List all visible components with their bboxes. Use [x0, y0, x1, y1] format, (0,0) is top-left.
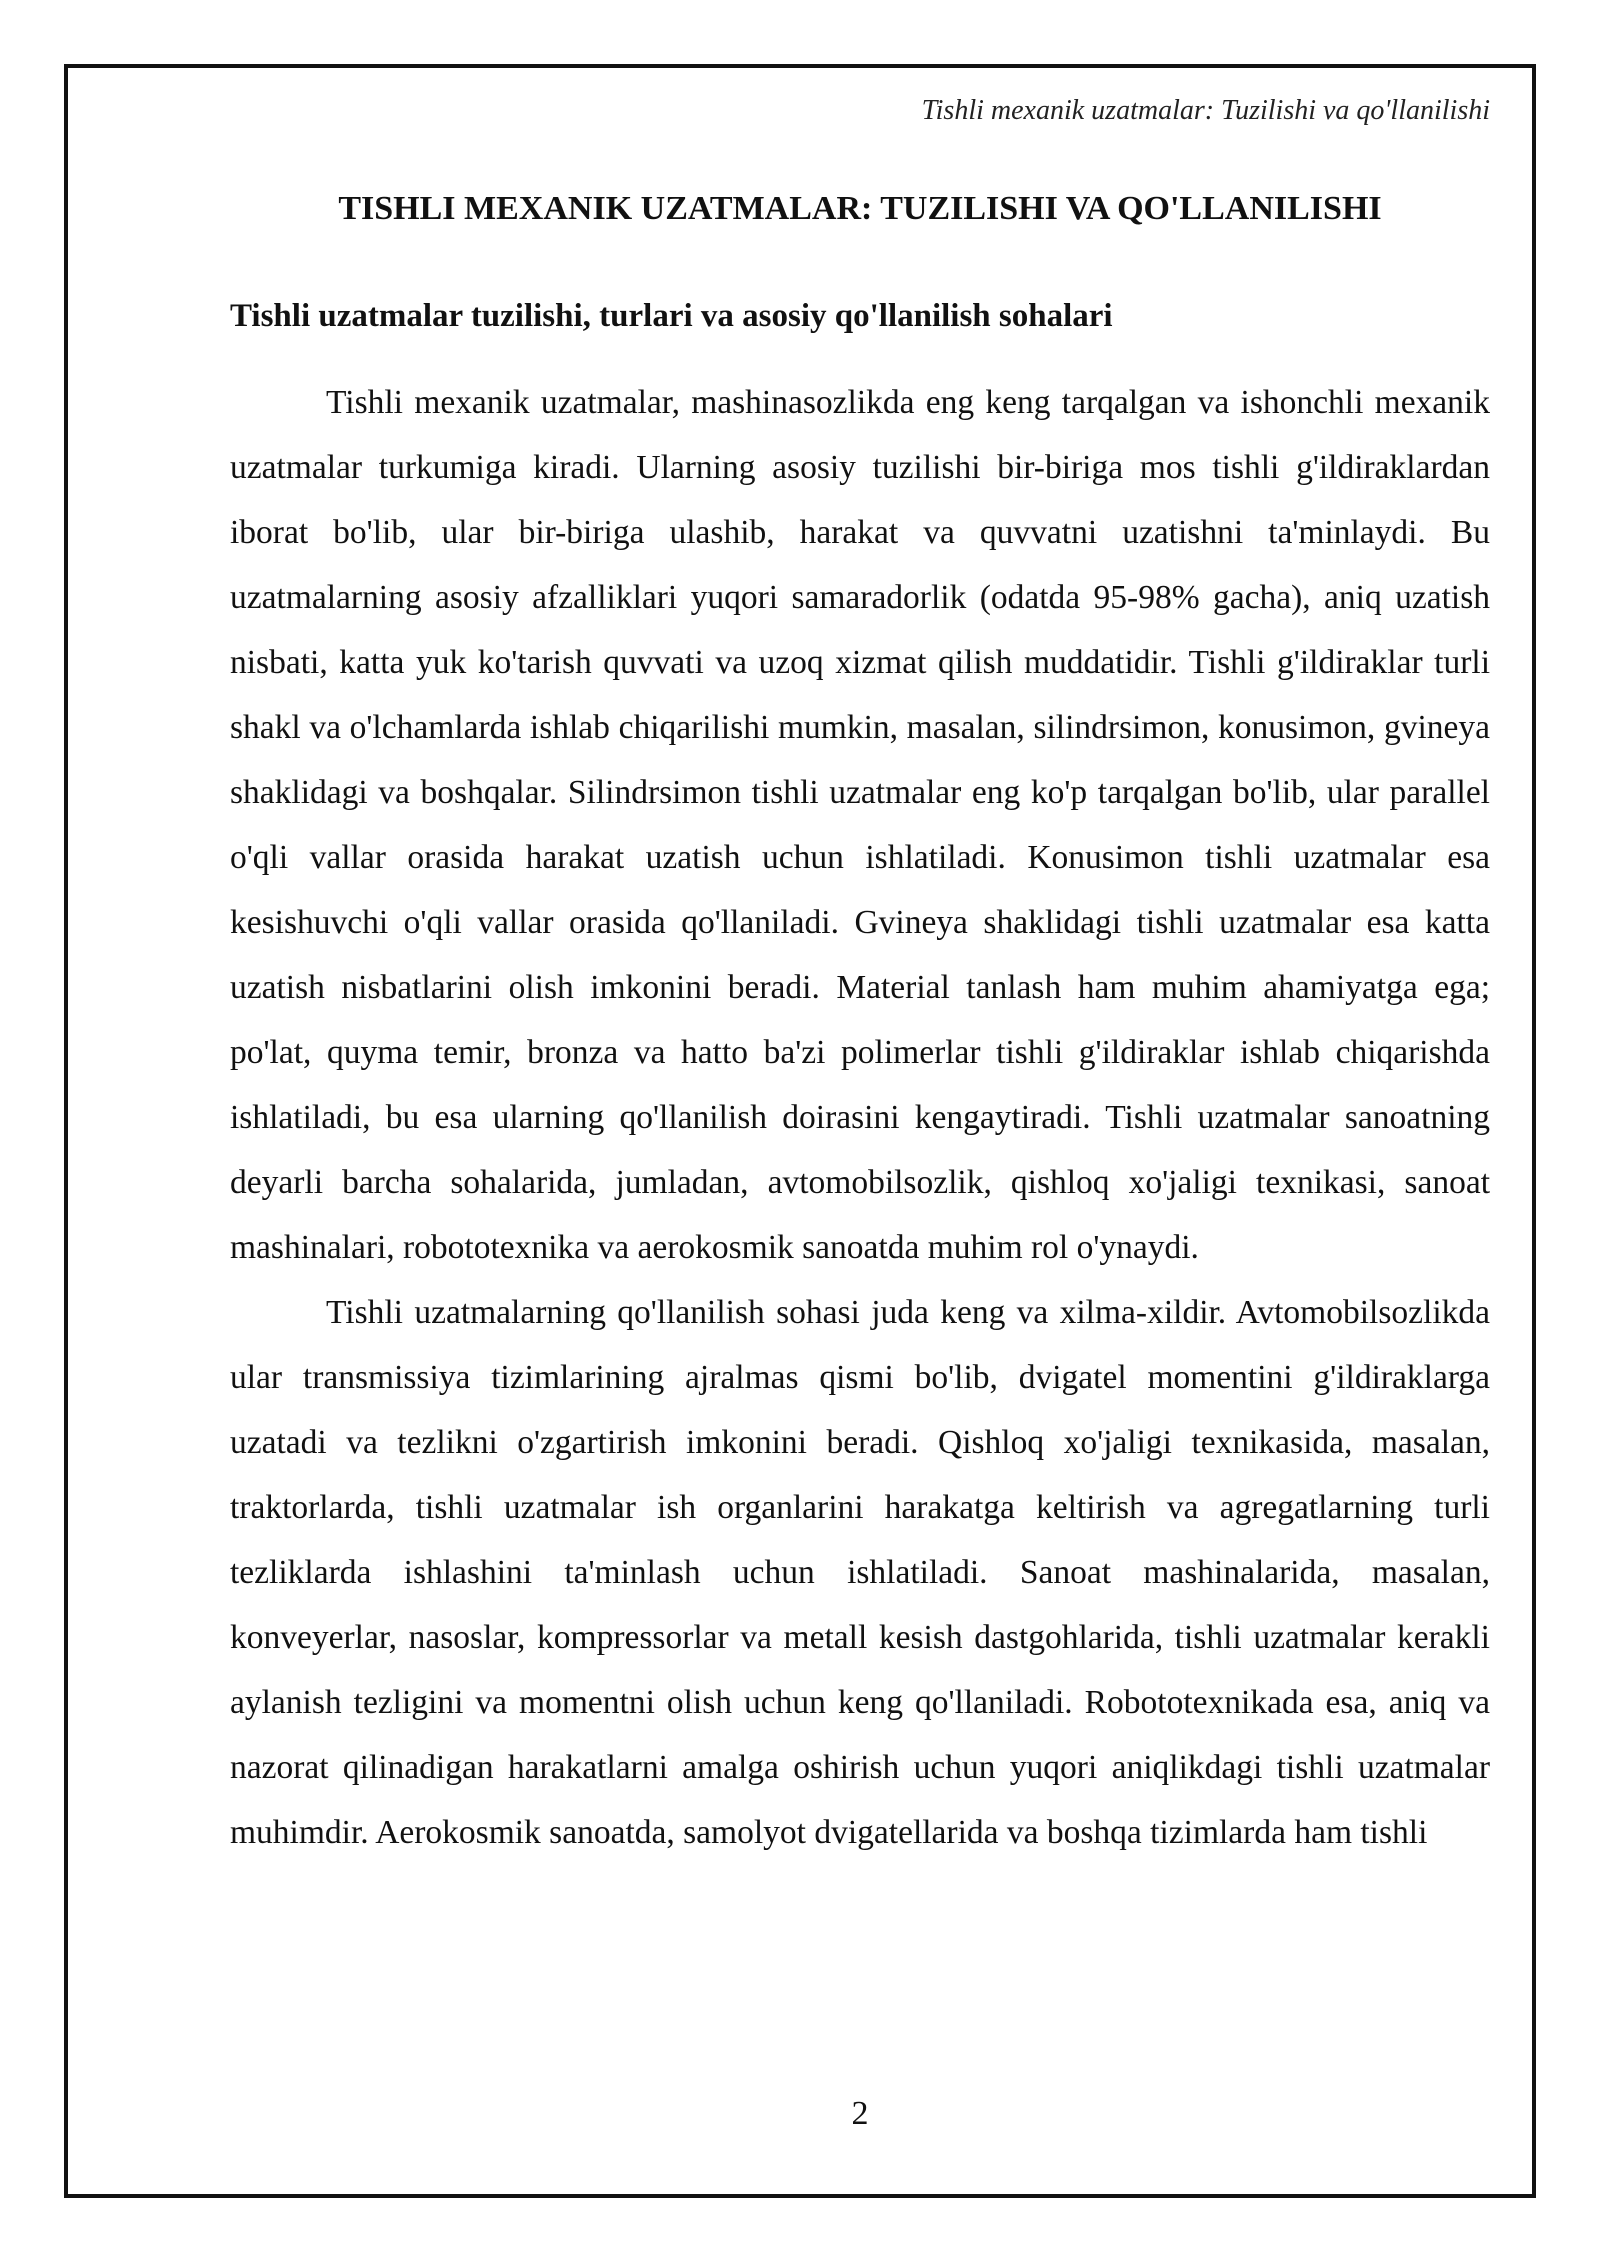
- paragraph-1: Tishli mexanik uzatmalar, mashinasozlikda eng keng tarqalgan va ishonchli mexanik uzatmalar turkumiga kiradi. Ularning asosiy tuzilishi bir-biriga mos tishli g'ildiraklardan iborat bo'lib, ular bir-biriga ulashib, harakat va quvvatni uzatishni ta'minlaydi. Bu uzatmalarning asosiy afzalliklari yuqori samaradorlik (odatda 95-98% gacha), aniq uzatish nisbati, katta yuk ko'tarish quvvati va uzoq xizmat qilish muddatidir. Tishli g'ildiraklar turli shakl va o'lchamlarda ishlab chiqarilishi mumkin, masalan, silindrsimon, konusimon, gvineya shaklidagi va boshqalar. Silindrsimon tishli uzatmalar eng ko'p tarqalgan bo'lib, ular parallel o'qli vallar orasida harakat uzatish uchun ishlatiladi. Konusimon tishli uzatmalar esa kesishuvchi o'qli vallar orasida qo'llaniladi. Gvineya shaklidagi tishli uzatmalar esa katta uzatish nisbatlarini olish imkonini beradi. Material tanlash ham muhim ahamiyatga ega; po'lat, quyma temir, bronza va hatto ba'zi polimerlar tishli g'ildiraklar ishlab chiqarishda ishlatiladi, bu esa ularning qo'llanilish doirasini kengaytiradi. Tishli uzatmalar sanoatning deyarli barcha sohalarida, jumladan, avtomobilsozlik, qishloq xo'jaligi texnikasi, sanoat mashinalari, robototexnika va aerokosmik sanoatda muhim rol o'ynaydi.: [230, 384, 1490, 1266]
- paragraph-2: Tishli uzatmalarning qo'llanilish sohasi juda keng va xilma-xildir. Avtomobilsozlikda ular transmissiya tizimlarining ajralmas qismi bo'lib, dvigatel momentini g'ildiraklarga uzatadi va tezlikni o'zgartirish imkonini beradi. Qishloq xo'jaligi texnikasida, masalan, traktorlarda, tishli uzatmalar ish organlarini harakatga keltirish va agregatlarning turli tezliklarda ishlashini ta'minlash uchun ishlatiladi. Sanoat mashinalarida, masalan, konveyerlar, nasoslar, kompressorlar va metall kesish dastgohlarida, tishli uzatmalar kerakli aylanish tezligini va momentni olish uchun keng qo'llaniladi. Robototexnikada esa, aniq va nazorat qilinadigan harakatlarni amalga oshirish uchun yuqori aniqlikdagi tishli uzatmalar muhimdir. Aerokosmik sanoatda, samolyot dvigatellarida va boshqa tizimlarda ham tishli: [230, 1294, 1490, 1851]
- section-heading: Tishli uzatmalar tuzilishi, turlari va asosiy qo'llanilish sohalari: [230, 298, 1113, 334]
- body-text: [230, 370, 1490, 1865]
- page-number: 2: [851, 2095, 869, 2132]
- document-title: TISHLI MEXANIK UZATMALAR: TUZILISHI VA QO'LLANILISHI: [338, 190, 1382, 227]
- running-header: Tishli mexanik uzatmalar: Tuzilishi va qo'llanilishi: [921, 95, 1490, 126]
